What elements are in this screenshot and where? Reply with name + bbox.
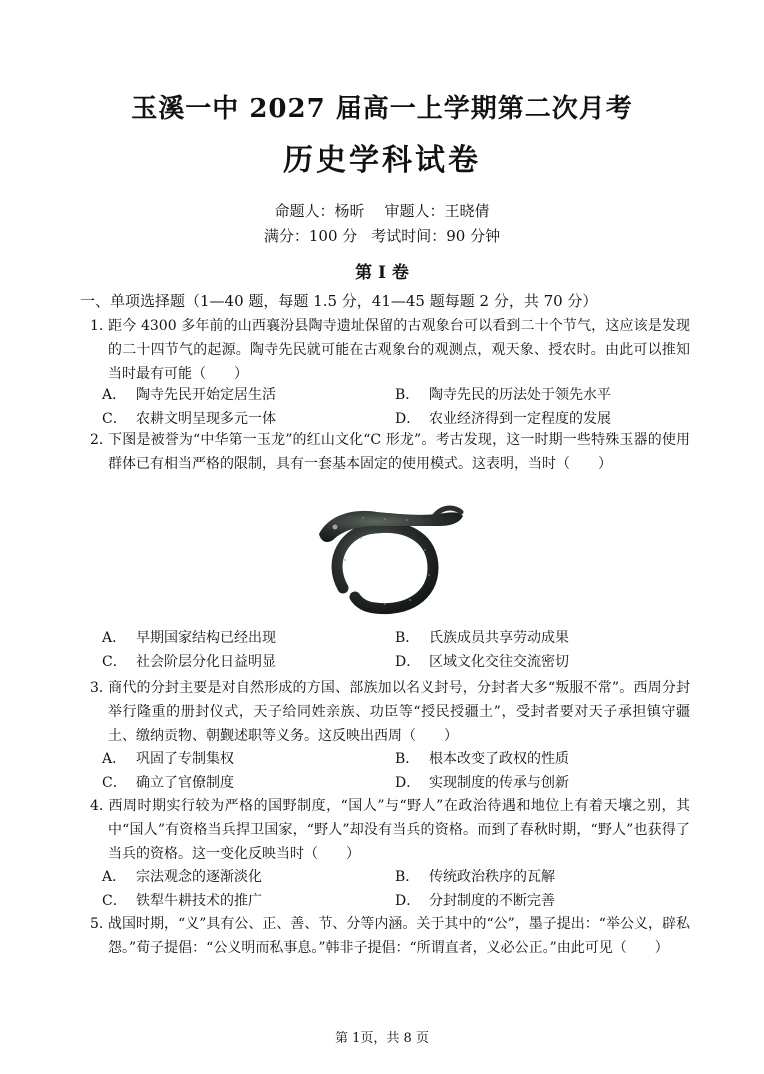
option-letter: D． — [395, 893, 421, 909]
option-text: 区域文化交往交流密切 — [429, 654, 569, 670]
question-2 — [80, 428, 690, 476]
author-line — [0, 200, 764, 221]
option-letter: C． — [102, 893, 127, 909]
option-text: 农业经济得到一定程度的发展 — [429, 411, 611, 427]
option-d — [395, 651, 569, 671]
option-text: 根本改变了政权的性质 — [429, 751, 569, 767]
option-letter: B． — [395, 751, 420, 767]
option-text: 传统政治秩序的瓦解 — [429, 869, 555, 885]
question-number: 4． — [90, 798, 113, 814]
option-text: 分封制度的不断完善 — [429, 893, 555, 909]
option-letter: B． — [395, 869, 420, 885]
option-b — [395, 627, 569, 647]
score-line — [0, 225, 764, 246]
option-letter: C． — [102, 775, 127, 791]
option-letter: B． — [395, 630, 420, 646]
option-b — [395, 866, 555, 886]
option-text: 铁犁牛耕技术的推广 — [136, 893, 262, 909]
full-score: 满分：100 分 — [263, 227, 358, 245]
option-letter: D． — [395, 411, 421, 427]
question-3 — [80, 676, 690, 748]
option-text: 社会阶层分化日益明显 — [136, 654, 276, 670]
question-stem: 下图是被誉为“中华第一玉龙”的红山文化“C 形龙”。考古发现，这一时期一些特殊玉器的使用群体已有相当严格的限制，具有一套基本固定的使用模式。这表明，当时（ ） — [108, 432, 690, 472]
option-a — [102, 384, 276, 404]
section-heading: 一、单项选择题（1—40 题，每题 1.5 分，41—45 题每题 2 分，共 70 分） — [80, 292, 598, 310]
question-stem: 战国时期，“义”具有公、正、善、节、分等内涵。关于其中的“公”，墨子提出：“举公义，辟私怨。”荀子提倡：“公义明而私事息。”韩非子提倡：“所谓直者，义必公正。”由此可见（ ） — [108, 916, 690, 956]
question-number: 5． — [90, 916, 113, 932]
option-text: 陶寺先民开始定居生活 — [136, 387, 276, 403]
option-letter: A． — [102, 751, 127, 767]
option-d — [395, 408, 611, 428]
question-number: 1． — [90, 318, 113, 334]
option-a — [102, 627, 276, 647]
option-text: 巩固了专制集权 — [136, 751, 234, 767]
option-b — [395, 748, 569, 768]
option-text: 宗法观念的逐渐淡化 — [136, 869, 262, 885]
c-shaped-jade-dragon-image — [315, 500, 467, 616]
option-letter: A． — [102, 387, 127, 403]
option-text: 陶寺先民的历法处于领先水平 — [429, 387, 611, 403]
exam-subtitle: 历史学科试卷 — [283, 143, 481, 178]
option-letter: B． — [395, 387, 420, 403]
option-letter: D． — [395, 775, 421, 791]
option-a — [102, 866, 262, 886]
question-stem: 西周时期实行较为严格的国野制度，“国人”与“野人”在政治待遇和地位上有着天壤之别，其中“国人”有资格当兵捍卫国家，“野人”却没有当兵的资格。而到了春秋时期，“野人”也获得了当兵的资格。这一变化反映当时（ ） — [108, 798, 690, 862]
option-letter: D． — [395, 654, 421, 670]
question-stem: 距今 4300 多年前的山西襄汾县陶寺遗址保留的古观象台可以看到二十个节气，这应该是发现的二十四节气的起源。陶寺先民就可能在古观象台的观测点，观天象、授农时。由此可以推知当时最有可能（ ） — [108, 318, 690, 382]
question-number: 2． — [90, 432, 113, 448]
question-5 — [80, 912, 690, 960]
option-a — [102, 748, 234, 768]
option-d — [395, 772, 569, 792]
question-stem: 商代的分封主要是对自然形成的方国、部族加以名义封号，分封者大多“叛服不常”。西周分封举行隆重的册封仪式，天子给同姓亲族、功臣等“授民授疆土”，受封者要对天子承担镇守疆土、缴纳贡物、朝觐述职等义务。这反映出西周（ ） — [108, 680, 690, 744]
page-footer: 第 1页，共 8 页 — [335, 1031, 429, 1046]
option-text: 氏族成员共享劳动成果 — [429, 630, 569, 646]
question-number: 3． — [90, 680, 113, 696]
option-c — [102, 651, 276, 671]
option-letter: C． — [102, 411, 127, 427]
option-c — [102, 408, 276, 428]
option-text: 确立了官僚制度 — [136, 775, 234, 791]
exam-title: 玉溪一中 2027 届高一上学期第二次月考 — [131, 94, 633, 124]
option-text: 农耕文明呈现多元一体 — [136, 411, 276, 427]
option-letter: C． — [102, 654, 127, 670]
question-4 — [80, 794, 690, 866]
option-b — [395, 384, 611, 404]
option-text: 早期国家结构已经出现 — [136, 630, 276, 646]
reviewer: 审题人：王晓倩 — [384, 202, 490, 220]
question-1 — [80, 314, 690, 386]
option-c — [102, 772, 234, 792]
option-letter: A． — [102, 630, 127, 646]
volume-heading: 第 I 卷 — [355, 263, 409, 283]
option-c — [102, 890, 262, 910]
setter: 命题人：杨昕 — [274, 202, 365, 220]
option-d — [395, 890, 555, 910]
duration: 考试时间：90 分钟 — [371, 227, 501, 245]
option-letter: A． — [102, 869, 127, 885]
option-text: 实现制度的传承与创新 — [429, 775, 569, 791]
